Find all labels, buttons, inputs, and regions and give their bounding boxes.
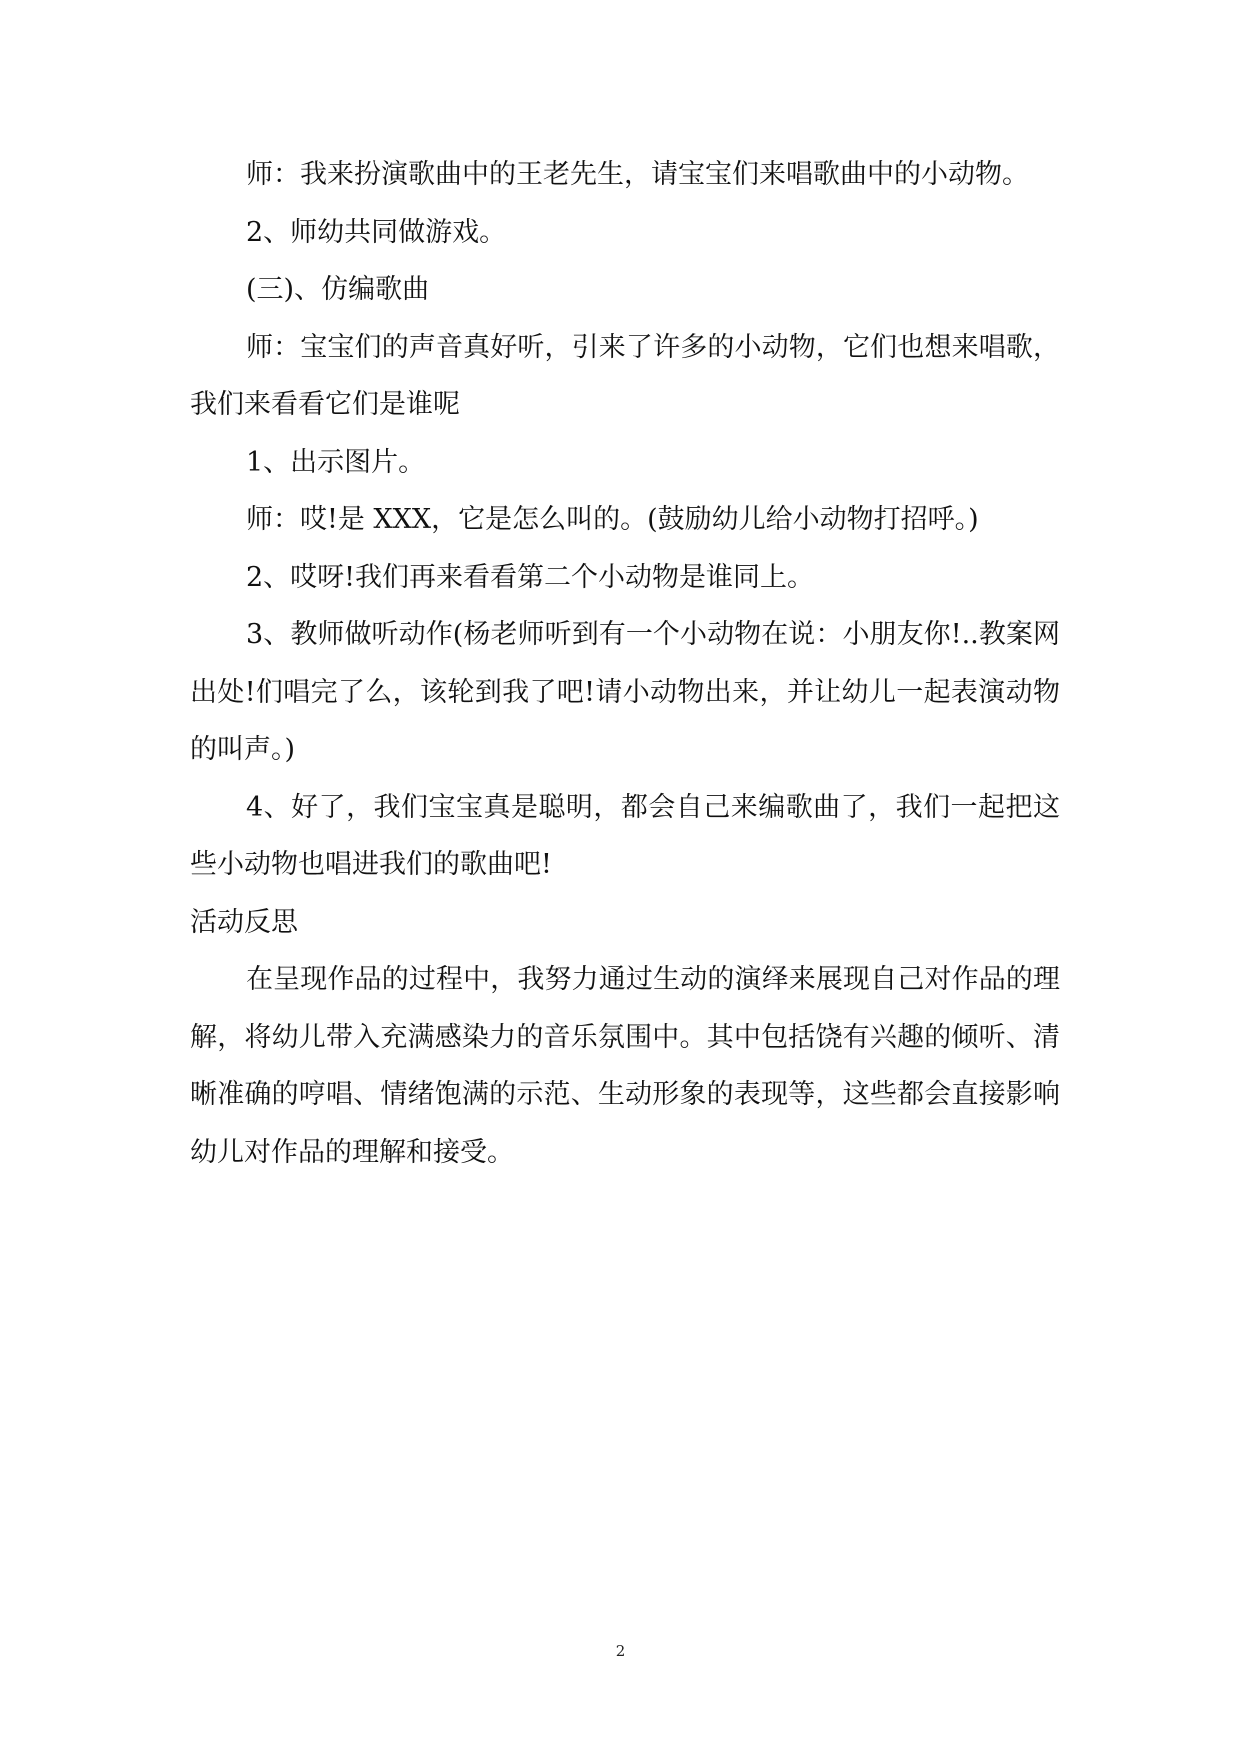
paragraph-teacher-greeting: 师：哎!是 XXX，它是怎么叫的。(鼓励幼儿给小动物打招呼。) (246, 504, 979, 535)
paragraph-teacher-intro: 师：宝宝们的声音真好听，引来了许多的小动物，它们也想来唱歌，我们来看看它们是谁呢 (190, 331, 1060, 420)
section-heading-reflection: 活动反思 (190, 906, 298, 938)
paragraph-step-1-pictures: 1、出示图片。 (246, 446, 426, 478)
paragraph-reflection: 在呈现作品的过程中，我努力通过生动的演绎来展现自己对作品的理解，将幼儿带入充满感染力的音乐氛围中。其中包括饶有兴趣的倾听、清晰准确的哼唱、情绪饱满的示范、生动形象的表现等，这些都会直接影响幼儿对作品的理解和接受。 (190, 964, 1060, 1168)
paragraph-step-2-game: 2、师幼共同做游戏。 (246, 216, 507, 248)
page-number: 2 (615, 1642, 626, 1660)
document-body (190, 146, 1060, 1181)
paragraph-step-3-listen: 3、教师做听动作(杨老师听到有一个小动物在说：小朋友你!..教案网出处!们唱完了么，该轮到我了吧!请小动物出来，并让幼儿一起表演动物的叫声。) (190, 619, 1060, 765)
paragraph-step-4-sing: 4、好了，我们宝宝真是聪明，都会自己来编歌曲了，我们一起把这些小动物也唱进我们的歌曲吧! (190, 791, 1060, 880)
paragraph-step-2-second-animal: 2、哎呀!我们再来看看第二个小动物是谁同上。 (246, 561, 815, 593)
paragraph-part-3-title: (三)、仿编歌曲 (246, 274, 430, 305)
paragraph-teacher-role: 师：我来扮演歌曲中的王老先生，请宝宝们来唱歌曲中的小动物。 (246, 159, 1029, 190)
